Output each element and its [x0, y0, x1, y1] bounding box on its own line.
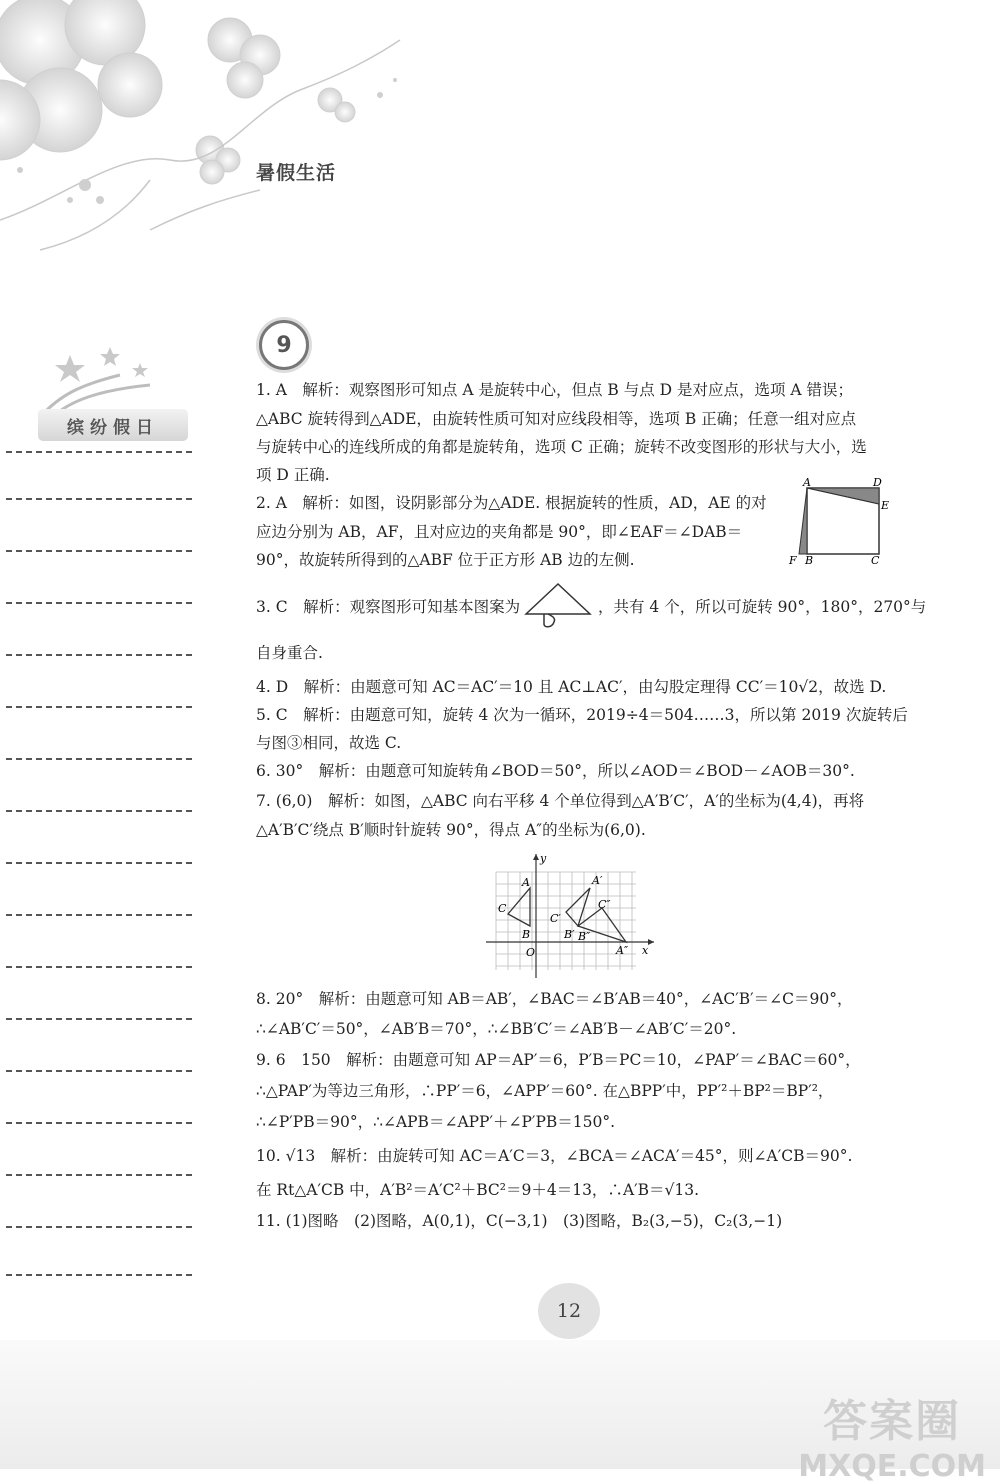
answer-11-line: 11. (1)图略 (2)图略，A(0,1)，C(−3,1) (3)图略，B₂(3,−5)，C₂(3,−1) — [256, 1212, 783, 1230]
point-a2-label: A″ — [616, 944, 629, 957]
answer-6-line: 6. 30° 解析：由题意可知旋转角∠BOD＝50°，所以∠AOD＝∠BOD－∠AOB＝30°. — [256, 762, 855, 780]
answer-8-line: 8. 20° 解析：由题意可知 AB＝AB′，∠BAC＝∠B′AB＝40°，∠AC′B′＝∠C＝90°， — [256, 990, 853, 1008]
answer-9-line: ∴△PAP′为等边三角形，∴PP′＝6，∠APP′＝60°. 在△BPP′中，PP′²＋BP²＝BP′²， — [256, 1082, 834, 1100]
label-d: D — [873, 476, 882, 489]
label-f: F — [789, 554, 797, 567]
answer-9-line: ∴∠P′PB＝90°，∴∠APB＝∠APP′＋∠P′PB＝150°. — [256, 1113, 616, 1131]
point-c1-label: C′ — [550, 912, 561, 925]
note-line — [6, 862, 192, 864]
answer-3-line: ，共有 4 个，所以可旋转 90°，180°，270°与 — [598, 598, 927, 616]
label-e: E — [881, 499, 890, 512]
note-line — [6, 451, 192, 453]
note-line — [6, 602, 192, 604]
note-line — [6, 1174, 192, 1176]
answer-1-line: 1. A 解析：观察图形可知点 A 是旋转中心，但点 B 与点 D 是对应点，选项 A 错误； — [256, 381, 854, 399]
note-line — [6, 758, 192, 760]
point-a-label: A — [522, 876, 530, 889]
answer-1-line: 与旋转中心的连线所成的角都是旋转角，选项 C 正确；旋转不改变图形的形状与大小，选 — [256, 438, 867, 456]
header-title: 暑假生活 — [256, 162, 337, 184]
note-line — [6, 810, 192, 812]
watermark — [798, 1385, 986, 1484]
note-line — [6, 550, 192, 552]
answer-2-line: 2. A 解析：如图，设阴影部分为△ADE. 根据旋转的性质，AD，AE 的对 — [256, 494, 767, 512]
point-c-label: C — [498, 902, 507, 915]
answer-5-line: 与图③相同，故选 C. — [256, 734, 402, 752]
note-line — [6, 498, 192, 500]
square-rotation-figure — [785, 476, 895, 568]
note-line — [6, 1122, 192, 1124]
note-line — [6, 914, 192, 916]
note-line — [6, 966, 192, 968]
answer-7-line: △A′B′C′绕点 B′顺时针旋转 90°，得点 A″的坐标为(6,0). — [256, 821, 646, 839]
answer-8-line: ∴∠AB′C′＝50°，∠AB′B＝70°，∴∠BB′C′＝∠AB′B－∠AB′C′＝20°. — [256, 1020, 737, 1038]
axis-y-label: y — [540, 852, 547, 865]
coordinate-grid-figure — [486, 850, 658, 980]
label-a: A — [803, 476, 811, 489]
point-b1-label: B′ — [564, 928, 575, 941]
label-c: C — [871, 554, 880, 567]
answer-10-line: 10. √13 解析：由旋转可知 AC＝A′C＝3，∠BCA＝∠ACA′＝45°，则∠A′CB＝90°. — [256, 1147, 853, 1165]
point-b2-label: B″ — [578, 930, 591, 943]
page-number: 12 — [538, 1283, 600, 1339]
section-number-badge: 9 — [259, 320, 309, 370]
answer-9-line: 9. 6 150 解析：由题意可知 AP＝AP′＝6，P′B＝PC＝10，∠PAP′＝∠BAC＝60°， — [256, 1051, 861, 1069]
answer-1-line: 项 D 正确. — [256, 466, 330, 484]
answer-5-line: 5. C 解析：由题意可知，旋转 4 次为一循环，2019÷4＝504……3，所以第 2019 次旋转后 — [256, 706, 908, 724]
answer-7-line: 7. (6,0) 解析：如图，△ABC 向右平移 4 个单位得到△A′B′C′，A′的坐标为(4,4)，再将 — [256, 792, 865, 810]
label-b: B — [805, 554, 814, 567]
answer-3-line: 自身重合. — [256, 644, 323, 662]
answer-10-line: 在 Rt△A′CB 中，A′B²＝A′C²＋BC²＝9＋4＝13，∴A′B＝√13. — [256, 1181, 700, 1199]
point-c2-label: C″ — [598, 898, 611, 911]
note-line — [6, 654, 192, 656]
answer-3-line: 3. C 解析：观察图形可知基本图案为 — [256, 598, 521, 616]
origin-label: O — [526, 946, 536, 959]
note-line — [6, 1070, 192, 1072]
answer-2-line: 应边分别为 AB，AF，且对应边的夹角都是 90°，即∠EAF＝∠DAB＝ — [256, 523, 743, 541]
note-line — [6, 706, 192, 708]
basic-pattern-figure — [522, 580, 594, 630]
note-line — [6, 1226, 192, 1228]
watermark-url: MXQE.COM — [798, 1449, 986, 1484]
point-a1-label: A′ — [592, 874, 603, 887]
watermark-title: 答案圈 — [823, 1396, 962, 1447]
axis-x-label: x — [642, 944, 649, 957]
note-line — [6, 1274, 192, 1276]
answer-1-line: △ABC 旋转得到△ADE，由旋转性质可知对应线段相等，选项 B 正确；任意一组对应点 — [256, 410, 857, 428]
answer-4-line: 4. D 解析：由题意可知 AC＝AC′＝10 且 AC⊥AC′，由勾股定理得 CC′＝10√2，故选 D. — [256, 678, 887, 696]
point-b-label: B — [522, 928, 531, 941]
note-line — [6, 1018, 192, 1020]
floral-decoration — [0, 0, 420, 270]
answer-2-line: 90°，故旋转所得到的△ABF 位于正方形 AB 边的左侧. — [256, 551, 635, 569]
sidebar-label: 缤纷假日 — [38, 409, 188, 441]
